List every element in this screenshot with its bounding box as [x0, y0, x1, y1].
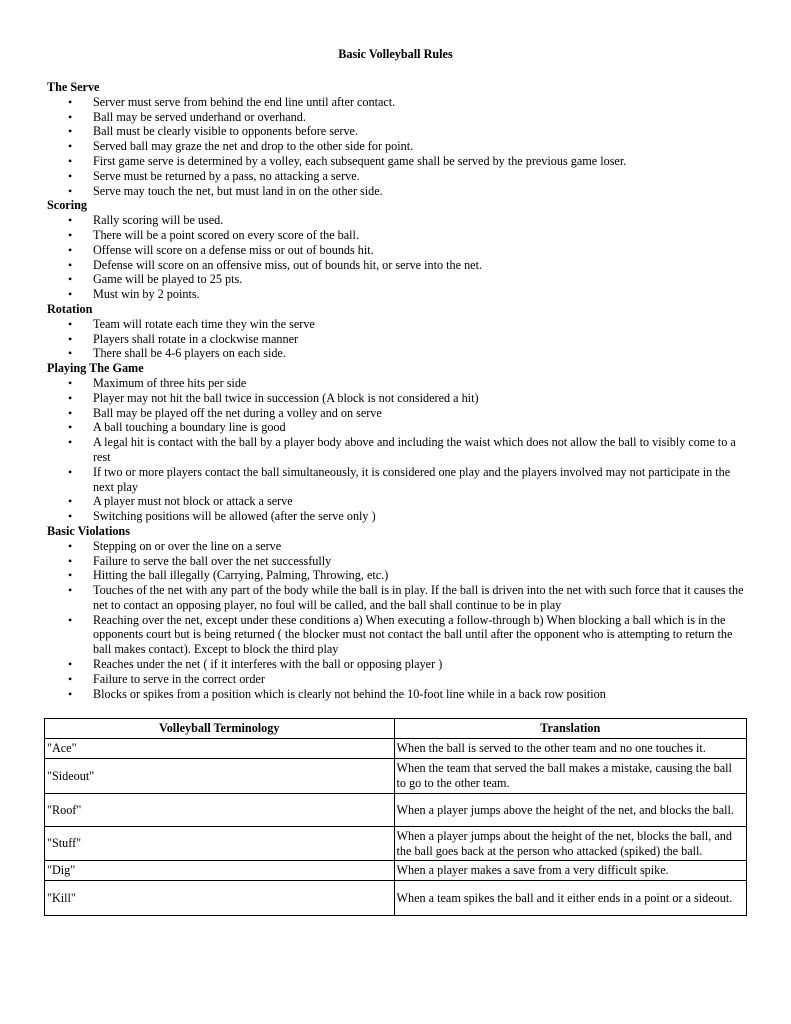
column-header-terminology: Volleyball Terminology	[45, 719, 395, 739]
bullet-icon: •	[68, 375, 73, 390]
list-item: • Defense will score on an offensive miss, out of bounds hit, or serve into the net.	[68, 257, 483, 272]
bullet-icon: •	[68, 153, 73, 168]
list-item: • There shall be 4-6 players on each side.	[68, 346, 286, 361]
bullet-icon: •	[68, 405, 73, 420]
list-item: • Ball may be served underhand or overhand.	[68, 109, 306, 124]
table-row	[45, 794, 747, 827]
translation-cell: When a team spikes the ball and it either ends in a point or a sideout.	[394, 881, 746, 916]
list-item: • Failure to serve the ball over the net successfully	[68, 553, 332, 568]
list-item: • Switching positions will be allowed (after the serve only )	[68, 509, 376, 524]
list-item: • If two or more players contact the ball simultaneously, it is considered one play and the players involved may not participate in the next play	[68, 464, 731, 494]
list-item: • Player may not hit the ball twice in succession (A block is not considered a hit)	[68, 390, 479, 405]
bullet-icon: •	[68, 109, 73, 124]
section-the-serve	[47, 80, 752, 198]
bullet-icon: •	[68, 257, 73, 272]
list-item: • Maximum of three hits per side	[68, 375, 247, 390]
bullet-icon: •	[68, 272, 73, 287]
list-item: • Rally scoring will be used.	[68, 213, 224, 228]
bullet-icon: •	[68, 671, 73, 686]
list-item: • Offense will score on a defense miss or out of bounds hit.	[68, 242, 374, 257]
term-cell: "Sideout"	[45, 759, 395, 794]
section-playing-the-game	[47, 361, 752, 524]
column-header-translation: Translation	[394, 719, 746, 739]
bullet-icon: •	[68, 331, 73, 346]
table-row	[45, 739, 747, 759]
bullet-icon: •	[68, 390, 73, 405]
list-item: • Failure to serve in the correct order	[68, 671, 265, 686]
translation-cell: When a player jumps about the height of the net, blocks the ball, and the ball goes back at the person who attacked (spiked) the ball.	[394, 827, 746, 861]
section-heading: Playing The Game	[47, 361, 144, 376]
list-item: • Reaches under the net ( if it interferes with the ball or opposing player )	[68, 657, 443, 672]
bullet-icon: •	[68, 553, 73, 568]
table-header-row	[45, 719, 747, 739]
list-item: • Served ball may graze the net and drop to the other side for point.	[68, 139, 414, 154]
bullet-icon: •	[68, 686, 73, 701]
term-cell: "Kill"	[45, 881, 395, 916]
section-scoring	[47, 198, 752, 302]
list-item: • Ball may be played off the net during a volley and on serve	[68, 405, 382, 420]
bullet-icon: •	[68, 568, 73, 583]
table-row	[45, 827, 747, 861]
list-item: • A legal hit is contact with the ball by a player body above and including the waist which does not allow the ball to visibly come to a rest	[68, 435, 736, 464]
list-item: • A player must not block or attack a serve	[68, 494, 293, 509]
list-item: • Ball must be clearly visible to opponents before serve.	[68, 124, 359, 139]
section-heading: Scoring	[47, 198, 87, 213]
table-row	[45, 881, 747, 916]
bullet-icon: •	[68, 168, 73, 183]
bullet-icon: •	[68, 94, 73, 109]
section-heading: Rotation	[47, 301, 93, 316]
rules-list	[47, 80, 752, 701]
list-item: • Stepping on or over the line on a serve	[68, 538, 282, 553]
term-cell: "Ace"	[45, 739, 395, 759]
bullet-icon: •	[68, 509, 73, 524]
bullet-icon: •	[68, 346, 73, 361]
bullet-icon: •	[68, 183, 73, 198]
bullet-icon: •	[68, 464, 73, 479]
list-item: • First game serve is determined by a volley, each subsequent game shall be served by the previous game loser.	[68, 153, 627, 168]
bullet-icon: •	[68, 612, 73, 627]
bullet-icon: •	[68, 227, 73, 242]
bullet-icon: •	[68, 316, 73, 331]
terminology-table	[44, 718, 747, 916]
bullet-icon: •	[68, 435, 73, 450]
translation-cell: When a player makes a save from a very difficult spike.	[394, 861, 746, 881]
list-item: • Serve must be returned by a pass, no attacking a serve.	[68, 168, 360, 183]
bullet-icon: •	[68, 287, 73, 302]
bullet-icon: •	[68, 213, 73, 228]
table-row	[45, 759, 747, 794]
term-cell: "Roof"	[45, 794, 395, 827]
bullet-icon: •	[68, 494, 73, 509]
bullet-icon: •	[68, 657, 73, 672]
list-item: • A ball touching a boundary line is good	[68, 420, 286, 435]
list-item: • Hitting the ball illegally (Carrying, Palming, Throwing, etc.)	[68, 568, 389, 583]
bullet-icon: •	[68, 124, 73, 139]
list-item: • Server must serve from behind the end line until after contact.	[68, 94, 396, 109]
list-item: • Reaching over the net, except under these conditions a) When executing a follow-through b) When blocking a ball which is in the opponents court but is being returned ( the blocker must not contact the ball until after the opponent who is attempting to return the ball makes contact). Except to block the third play	[68, 612, 733, 657]
bullet-icon: •	[68, 538, 73, 553]
page-title: Basic Volleyball Rules	[338, 47, 453, 61]
list-item: • Touches of the net with any part of the body while the ball is in play. If the ball is driven into the net with such force that it causes the net to contact an opposing player, no foul will be called, and the ball shall continue to be in play	[68, 583, 744, 612]
list-item: • Game will be played to 25 pts.	[68, 272, 243, 287]
list-item: • Blocks or spikes from a position which is clearly not behind the 10-foot line while in a back row position	[68, 686, 606, 701]
bullet-icon: •	[68, 242, 73, 257]
list-item: • Serve may touch the net, but must land in on the other side.	[68, 183, 383, 198]
translation-cell: When the ball is served to the other team and no one touches it.	[394, 739, 746, 759]
section-basic-violations	[47, 524, 752, 702]
translation-cell: When the team that served the ball makes a mistake, causing the ball to go to the other team.	[394, 759, 746, 794]
list-item: • There will be a point scored on every score of the ball.	[68, 227, 359, 242]
section-heading: The Serve	[47, 80, 100, 94]
bullet-icon: •	[68, 139, 73, 154]
list-item: • Players shall rotate in a clockwise manner	[68, 331, 299, 346]
section-rotation	[47, 302, 752, 361]
translation-cell: When a player jumps above the height of the net, and blocks the ball.	[394, 794, 746, 827]
term-cell: "Stuff"	[45, 827, 395, 861]
bullet-icon: •	[68, 420, 73, 435]
bullet-icon: •	[68, 583, 73, 598]
table-row	[45, 861, 747, 881]
list-item: • Must win by 2 points.	[68, 287, 200, 302]
term-cell: "Dig"	[45, 861, 395, 881]
section-heading: Basic Violations	[47, 523, 130, 538]
list-item: • Team will rotate each time they win the serve	[68, 316, 315, 331]
